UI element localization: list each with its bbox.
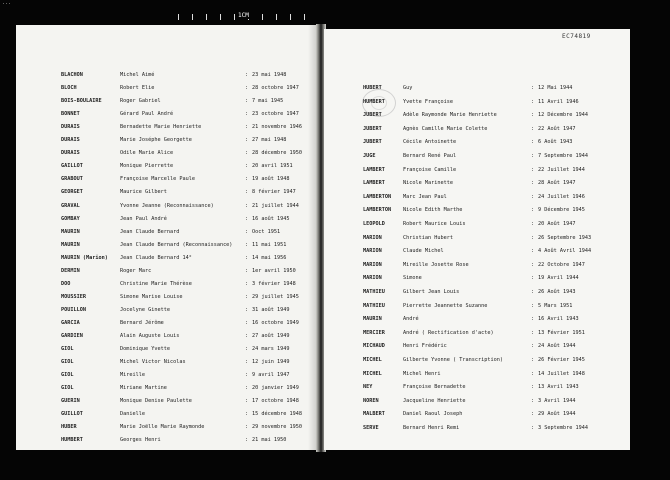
entry-separator: : (245, 150, 249, 157)
entry-separator: : (245, 98, 249, 105)
entry-surname: MICHEL (363, 357, 382, 363)
entry-separator: : (531, 85, 535, 91)
register-entry (16, 320, 318, 330)
register-entry (324, 371, 630, 381)
entry-given-names: Christian Hubert (403, 234, 453, 241)
entry-date: 8 février 1947 (252, 189, 296, 196)
entry-date: 12 Mai 1944 (538, 85, 573, 91)
entry-given-names: Mireille Josette Rose (403, 261, 469, 268)
register-entry (324, 112, 630, 122)
entry-given-names: Robert Maurice Louis (403, 221, 466, 227)
entry-given-names: Cécile Antoinette (403, 139, 457, 146)
entry-separator: : (245, 385, 249, 392)
entry-date: 23 octobre 1947 (252, 111, 299, 118)
register-entry (16, 437, 318, 447)
entry-surname: HUBER (61, 424, 77, 431)
entry-given-names: Michel Aimé (120, 72, 155, 78)
register-entry (16, 124, 318, 134)
entry-date: 6 Août 1943 (538, 139, 573, 146)
entry-surname: MICHAUD (363, 343, 385, 350)
register-entry (16, 203, 318, 213)
entry-separator: : (531, 289, 535, 295)
register-entry (16, 98, 318, 108)
entry-separator: : (245, 202, 249, 209)
entry-surname: POUILLON (61, 306, 86, 313)
entry-given-names: Françoise Bernadette (403, 384, 466, 391)
entry-date: 31 août 1949 (252, 306, 290, 313)
entry-separator: : (531, 425, 535, 431)
entry-given-names: Maurice Gilbert (120, 189, 167, 196)
entry-separator: : (531, 166, 535, 173)
entry-date: 19 août 1948 (252, 176, 290, 183)
entry-given-names: Agnès Camille Marie Colette (403, 125, 488, 132)
entry-given-names: Mireille (120, 372, 145, 379)
entry-given-names: Pierrette Jeannette Suzanne (403, 302, 488, 309)
register-entry (16, 294, 318, 304)
entry-date: 20 janvier 1949 (252, 385, 299, 392)
entry-separator: : (245, 267, 249, 274)
entry-given-names: Guy (403, 85, 413, 91)
entry-given-names: Yvonne Jeanne (Reconnaissance) (120, 202, 214, 209)
entry-date: 20 Août 1947 (538, 221, 576, 227)
entry-surname: NOREN (363, 397, 379, 404)
register-entry (16, 372, 318, 382)
entry-surname: BLOCH (61, 85, 77, 92)
entry-separator: : (245, 333, 249, 339)
entry-surname: GRAVAL (61, 202, 80, 209)
entry-given-names: Miriane Martine (120, 385, 167, 392)
entry-date: 24 Juillet 1946 (538, 193, 585, 200)
entry-surname: MERCIER (363, 329, 385, 336)
entry-date: 21 juillet 1944 (252, 202, 299, 209)
archive-reference: EC74819 (562, 33, 591, 40)
entry-surname: GUERIN (61, 398, 80, 405)
entry-separator: : (245, 72, 249, 78)
register-entry (16, 216, 318, 226)
entry-date: 24 Août 1944 (538, 343, 576, 350)
entry-separator: : (245, 163, 249, 170)
entry-surname: MARION (363, 261, 382, 268)
entry-given-names: Robert Elie (120, 85, 155, 92)
entry-surname: BLACHON (61, 72, 83, 78)
entry-surname: MATHIEU (363, 289, 385, 295)
entry-surname: HUMBERT (363, 98, 385, 105)
register-entry (16, 163, 318, 173)
entry-separator: : (531, 153, 535, 159)
entry-surname: LAMBERT (363, 166, 385, 173)
entry-date: 21 novembre 1946 (252, 124, 302, 131)
entry-date: 3 Avril 1944 (538, 397, 576, 404)
register-entry (16, 85, 318, 95)
entry-date: 13 Avril 1943 (538, 384, 579, 391)
entry-separator: : (245, 293, 249, 300)
register-entry (324, 343, 630, 353)
entry-surname: GOMBAY (61, 215, 80, 222)
entry-given-names: Roger Gabriel (120, 98, 161, 105)
entry-surname: MICHEL (363, 370, 382, 377)
ruler-label: 1CM (238, 12, 249, 19)
entry-separator: : (245, 359, 249, 366)
entry-separator: : (245, 437, 249, 444)
register-entry (324, 235, 630, 245)
entry-separator: : (531, 207, 535, 214)
register-entry (16, 189, 318, 199)
entry-surname: DURAIS (61, 124, 80, 131)
entry-separator: : (245, 124, 249, 131)
entry-given-names: Jacqueline Henriette (403, 397, 466, 404)
entry-surname: MATHIEU (363, 302, 385, 309)
entry-surname: GAILLOT (61, 163, 83, 170)
entry-surname: DURAIS (61, 137, 80, 144)
entry-date: 19 Avril 1944 (538, 275, 579, 282)
entry-date: 1er avril 1950 (252, 267, 296, 274)
entry-surname: LAMBERTON (363, 193, 392, 200)
entry-separator: : (531, 302, 535, 309)
entry-given-names: Bernard Jérôme (120, 319, 164, 326)
entry-date: 29 Août 1944 (538, 411, 576, 418)
entry-given-names: Jocelyne Ginette (120, 306, 170, 313)
entry-separator: : (245, 228, 249, 235)
entry-separator: : (531, 112, 535, 119)
register-entry (16, 411, 318, 421)
entry-date: 12 Décembre 1944 (538, 112, 588, 119)
entry-separator: : (245, 111, 249, 118)
entry-separator: : (531, 329, 535, 336)
entry-given-names: Michel Victor Nicolas (120, 359, 186, 366)
register-entry (324, 262, 630, 272)
entry-given-names: Christine Marie Thérèse (120, 280, 192, 287)
entry-date: 3 Septembre 1944 (538, 425, 588, 431)
register-entry (324, 330, 630, 340)
entry-surname: GEORGET (61, 189, 83, 196)
entry-given-names: Jean Paul André (120, 215, 167, 222)
entry-date: 12 juin 1949 (252, 359, 290, 366)
register-entry (324, 153, 630, 163)
entry-date: 22 Août 1947 (538, 125, 576, 132)
register-entry (16, 359, 318, 369)
entry-surname: GIOL (61, 385, 74, 392)
entry-separator: : (531, 397, 535, 404)
entry-surname: JUGE (363, 153, 376, 159)
register-entry (324, 398, 630, 408)
entry-surname: BOIS-BOULAIRE (61, 98, 102, 105)
entry-given-names: Georges Henri (120, 437, 161, 444)
entry-date: 27 août 1949 (252, 333, 290, 339)
register-entry (16, 137, 318, 147)
register-entry (324, 289, 630, 299)
entry-date: 15 décembre 1948 (252, 411, 302, 418)
register-entry (16, 385, 318, 395)
register-entry (16, 268, 318, 278)
entry-given-names: Simone (403, 275, 422, 282)
register-entry (16, 346, 318, 356)
entry-surname: MARION (363, 234, 382, 241)
entry-separator: : (531, 180, 535, 187)
entry-surname: BONNET (61, 111, 80, 118)
register-entry (16, 281, 318, 291)
entry-surname: DERMIN (61, 267, 80, 274)
entry-given-names: Jean Claude Bernard (Reconnaissance) (120, 241, 233, 248)
entry-separator: : (531, 370, 535, 377)
entry-surname: MAURIN (363, 316, 382, 323)
register-entry (16, 72, 318, 82)
entry-separator: : (245, 424, 249, 431)
entry-surname: SERVE (363, 425, 379, 431)
entry-surname: GUILLOT (61, 411, 83, 418)
register-entry (324, 316, 630, 326)
entry-date: 28 décembre 1950 (252, 150, 302, 157)
entry-given-names: Claude Michel (403, 248, 444, 255)
register-entry (324, 303, 630, 313)
register-entry (324, 167, 630, 177)
register-entry (324, 207, 630, 217)
entry-date: 16 Avril 1943 (538, 316, 579, 323)
entry-surname: GIOL (61, 372, 74, 379)
entry-date: 17 octobre 1948 (252, 398, 299, 405)
entry-given-names: Jean Claude Bernard (120, 228, 180, 235)
entry-surname: LAMBERTON (363, 207, 392, 214)
entry-separator: : (245, 319, 249, 326)
entry-separator: : (531, 193, 535, 200)
entry-given-names: Michel Henri (403, 370, 441, 377)
entry-surname: GARDIEN (61, 333, 83, 339)
entry-given-names: Nicole Edith Marthe (403, 207, 463, 214)
entry-surname: GIOL (61, 359, 74, 366)
entry-separator: : (531, 248, 535, 255)
entry-separator: : (245, 189, 249, 196)
register-entry (324, 126, 630, 136)
entry-given-names: Roger Marc (120, 267, 152, 274)
entry-given-names: Monique Denise Paulette (120, 398, 192, 405)
entry-surname: LEOPOLD (363, 221, 385, 227)
entry-date: 7 mai 1945 (252, 98, 284, 105)
entry-separator: : (245, 254, 249, 261)
register-entry (324, 275, 630, 285)
entry-surname: GIOL (61, 346, 74, 353)
entry-date: Ooct 1951 (252, 228, 281, 235)
entry-separator: : (245, 411, 249, 418)
register-entry (16, 176, 318, 186)
entry-surname: MARION (363, 248, 382, 255)
entry-date: 26 Septembre 1943 (538, 234, 592, 241)
entry-date: 20 avril 1951 (252, 163, 293, 170)
register-entry (16, 242, 318, 252)
entry-given-names: Marie Joëlle Marie Raymonde (120, 424, 205, 431)
entry-separator: : (245, 85, 249, 92)
entry-separator: : (531, 234, 535, 241)
register-entry (16, 111, 318, 121)
entry-surname: JUBERT (363, 139, 382, 146)
entry-date: 21 mai 1950 (252, 437, 287, 444)
entry-surname: LAMBERT (363, 180, 385, 187)
entry-surname: JUBERT (363, 112, 382, 119)
entry-date: 29 novembre 1950 (252, 424, 302, 431)
entry-date: 22 Octobre 1947 (538, 261, 585, 268)
entry-surname: MOUSSIER (61, 293, 86, 300)
file-label: ... (2, 0, 12, 6)
register-entry (324, 357, 630, 367)
entry-date: 28 Août 1947 (538, 180, 576, 187)
register-entry (324, 425, 630, 435)
entry-given-names: Dominique Yvette (120, 346, 170, 353)
entry-surname: MAURIN (Marion) (61, 254, 108, 261)
register-entry (324, 99, 630, 109)
entry-given-names: Bernard René Paul (403, 153, 457, 159)
entry-separator: : (531, 411, 535, 418)
entry-separator: : (245, 372, 249, 379)
register-entry (16, 398, 318, 408)
entry-separator: : (531, 343, 535, 350)
entry-surname: JUBERT (363, 125, 382, 132)
entry-given-names: Jean Claude Bernard 14° (120, 254, 192, 261)
entry-given-names: Marie Joséphe Georgette (120, 137, 192, 144)
entry-given-names: Alain Auguste Louis (120, 333, 180, 339)
entry-date: 3 février 1948 (252, 280, 296, 287)
entry-surname: NEY (363, 384, 373, 391)
entry-surname: GARCIA (61, 319, 80, 326)
register-entry (324, 194, 630, 204)
register-entry (324, 248, 630, 258)
register-entry (324, 139, 630, 149)
entry-given-names: Yvette Françoise (403, 98, 453, 105)
entry-surname: MALBERT (363, 411, 385, 418)
entry-given-names: Danielle (120, 411, 145, 418)
entry-surname: DOO (61, 280, 71, 287)
entry-given-names: Marc Jean Paul (403, 193, 447, 200)
entry-given-names: Daniel Raoul Joseph (403, 411, 463, 418)
entry-given-names: Adèle Raymonde Marie Henriette (403, 112, 497, 119)
entry-separator: : (531, 139, 535, 146)
entry-given-names: Simone Marise Louise (120, 293, 183, 300)
entry-separator: : (245, 176, 249, 183)
entry-separator: : (531, 357, 535, 363)
entry-given-names: Françoise Marcelle Paule (120, 176, 195, 183)
entry-date: 26 Août 1943 (538, 289, 576, 295)
register-entry (16, 307, 318, 317)
entry-date: 26 Février 1945 (538, 357, 585, 363)
entry-surname: MARION (363, 275, 382, 282)
entry-date: 23 mai 1948 (252, 72, 287, 78)
entry-given-names: Monique Pierrette (120, 163, 174, 170)
entry-surname: MAURIN (61, 228, 80, 235)
entry-given-names: Gérard Paul André (120, 111, 174, 118)
entry-separator: : (531, 221, 535, 227)
entry-date: 9 avril 1947 (252, 372, 290, 379)
entry-given-names: Gilberte Yvonne ( Transcription) (403, 357, 503, 363)
entry-date: 11 Avril 1946 (538, 98, 579, 105)
register-entry (16, 229, 318, 239)
register-entry (16, 150, 318, 160)
entry-surname: MAURIN (61, 241, 80, 248)
entry-date: 29 juillet 1945 (252, 293, 299, 300)
entry-separator: : (245, 137, 249, 144)
entry-separator: : (531, 98, 535, 105)
entry-date: 7 Septembre 1944 (538, 153, 588, 159)
entry-date: 16 octobre 1949 (252, 319, 299, 326)
entry-surname: DURAIS (61, 150, 80, 157)
register-entry (324, 411, 630, 421)
entry-date: 24 mars 1949 (252, 346, 290, 353)
entry-surname: GRABOUT (61, 176, 83, 183)
entry-given-names: André ( Rectification d'acte) (403, 329, 494, 336)
register-entry (16, 333, 318, 343)
entry-date: 28 octobre 1947 (252, 85, 299, 92)
entry-separator: : (531, 384, 535, 391)
entry-separator: : (245, 280, 249, 287)
entry-date: 9 Décembre 1945 (538, 207, 585, 214)
entry-given-names: Odile Marie Alice (120, 150, 174, 157)
register-entry (16, 424, 318, 434)
entry-separator: : (245, 215, 249, 222)
entry-separator: : (531, 125, 535, 132)
entry-separator: : (245, 398, 249, 405)
entry-separator: : (531, 275, 535, 282)
entry-separator: : (245, 241, 249, 248)
entry-separator: : (531, 316, 535, 323)
entry-surname: HUMBERT (61, 437, 83, 444)
entry-date: 14 Juillet 1948 (538, 370, 585, 377)
entry-separator: : (245, 306, 249, 313)
right-page (324, 29, 630, 450)
entry-separator: : (531, 261, 535, 268)
entry-date: 4 Août Avril 1944 (538, 248, 592, 255)
entry-date: 22 Juillet 1944 (538, 166, 585, 173)
register-entry (324, 85, 630, 95)
entry-separator: : (245, 346, 249, 353)
register-entry (324, 221, 630, 231)
entry-surname: HUBERT (363, 85, 382, 91)
entry-date: 5 Mars 1951 (538, 302, 573, 309)
register-entry (324, 384, 630, 394)
entry-date: 11 mai 1951 (252, 241, 287, 248)
entry-given-names: Bernard Henri Remi (403, 425, 460, 431)
entry-given-names: Bernadette Marie Henriette (120, 124, 202, 131)
entry-given-names: Nicole Marinette (403, 180, 453, 187)
entry-date: 13 Février 1951 (538, 329, 585, 336)
entry-given-names: André (403, 316, 419, 323)
register-entry (324, 180, 630, 190)
entry-date: 27 mai 1948 (252, 137, 287, 144)
entry-given-names: Gilbert Jean Louis (403, 289, 460, 295)
entry-date: 14 mai 1956 (252, 254, 287, 261)
entry-given-names: Françoise Camille (403, 166, 457, 173)
entry-given-names: Henri Frédéric (403, 343, 447, 350)
left-page (16, 25, 318, 450)
register-entry (16, 255, 318, 265)
entry-date: 16 août 1945 (252, 215, 290, 222)
